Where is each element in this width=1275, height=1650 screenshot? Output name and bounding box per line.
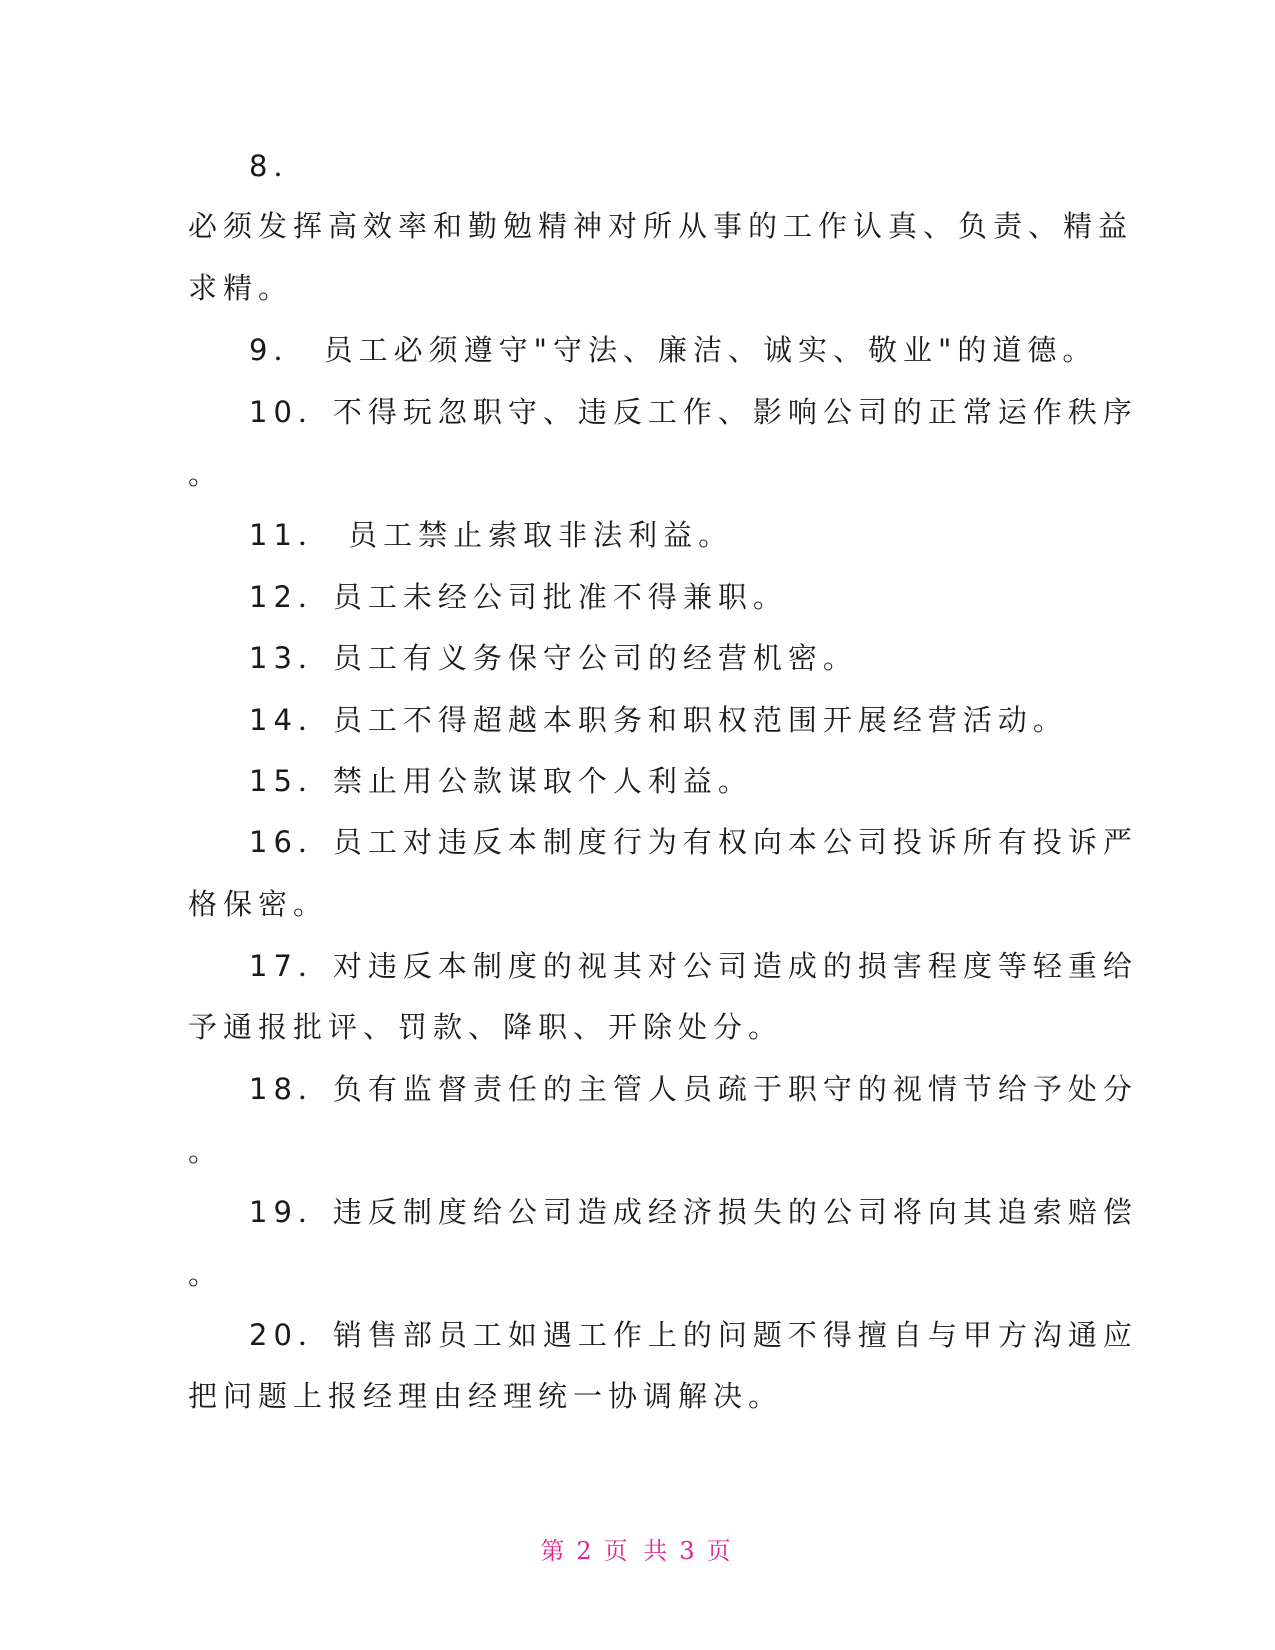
text-line: 求精。	[188, 271, 294, 305]
total-page-count: 3	[679, 1537, 699, 1565]
text-line: 。	[188, 1257, 224, 1291]
footer-middle: 页 共	[603, 1537, 672, 1565]
text-line: 19．违反制度给公司造成经济损失的公司将向其追索赔偿	[249, 1195, 1138, 1229]
text-line: 8．	[249, 149, 309, 183]
text-line: 16．员工对违反本制度行为有权向本公司投诉所有投诉严	[249, 825, 1138, 859]
text-line: 9． 员工必须遵守"守法、廉洁、诚实、敬业"的道德。	[249, 333, 1098, 367]
text-line: 格保密。	[188, 887, 329, 921]
text-line: 予通报批评、罚款、降职、开除处分。	[188, 1010, 784, 1044]
text-line: 把问题上报经理由经理统一协调解决。	[188, 1379, 784, 1413]
text-line: 13．员工有义务保守公司的经营机密。	[249, 641, 858, 675]
text-line: 17．对违反本制度的视其对公司造成的损害程度等轻重给	[249, 949, 1138, 983]
text-line: 必须发挥高效率和勤勉精神对所从事的工作认真、负责、精益	[188, 209, 1134, 243]
text-line: 15．禁止用公款谋取个人利益。	[249, 764, 753, 798]
text-line: 10．不得玩忽职守、违反工作、影响公司的正常运作秩序	[249, 395, 1138, 429]
footer-suffix: 页	[706, 1537, 735, 1565]
text-line: 18．负有监督责任的主管人员疏于职守的视情节给予处分	[249, 1072, 1138, 1106]
text-line: 11． 员工禁止索取非法利益。	[249, 518, 734, 552]
text-line: 。	[188, 457, 224, 491]
footer-prefix: 第	[540, 1537, 569, 1565]
page-footer	[0, 1531, 1275, 1566]
text-line: 14．员工不得超越本职务和职权范围开展经营活动。	[249, 703, 1068, 737]
text-line: 20．销售部员工如遇工作上的问题不得擅自与甲方沟通应	[249, 1318, 1138, 1352]
text-line: 12．员工未经公司批准不得兼职。	[249, 580, 788, 614]
current-page-number: 2	[576, 1537, 596, 1565]
text-line: 。	[188, 1134, 224, 1168]
